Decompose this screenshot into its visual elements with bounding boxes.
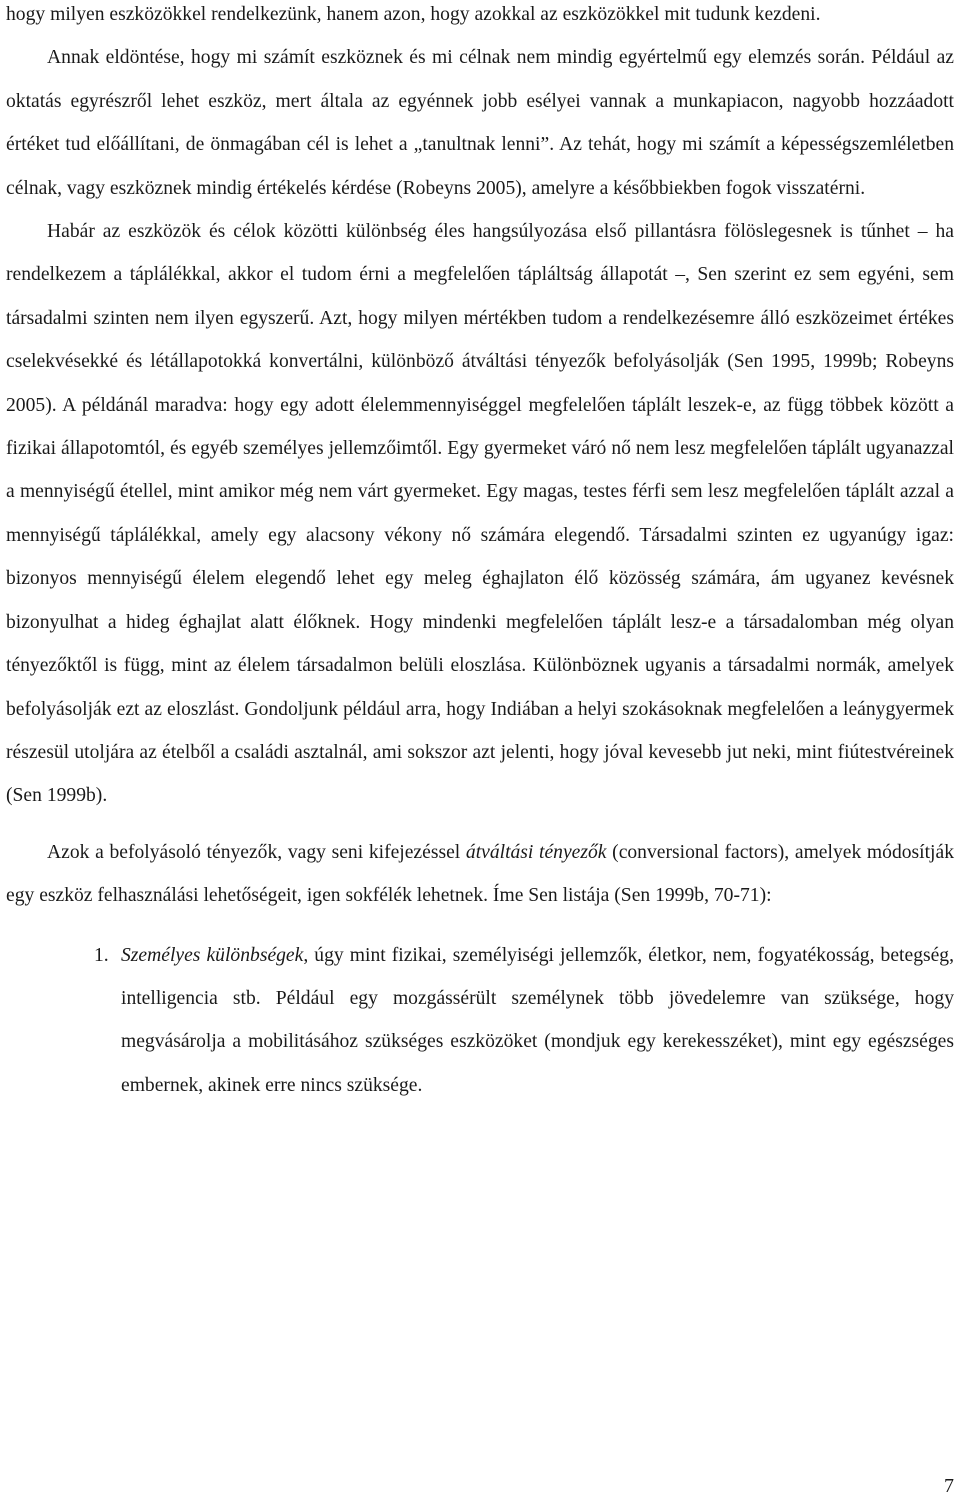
list-item-term-italic: Személyes különbségek — [121, 944, 304, 966]
list-item-number: 1. — [94, 944, 109, 966]
paragraph-4-text-a: Azok a befolyásoló tényezők, vagy seni kifejezéssel — [47, 841, 466, 863]
document-page — [6, 0, 954, 1107]
list-item — [6, 934, 954, 1108]
paragraph-4-text-b: (conversional factors), amelyek módosítják egy eszköz felhasználási lehetőségeit, igen sokfélék lehetnek. Íme Sen listája (Sen 1999b, 70-71): — [6, 841, 954, 907]
paragraph-4 — [6, 831, 954, 918]
list-item-text: , úgy mint fizikai, személyiségi jellemzők, életkor, nem, fogyatékosság, betegség, intelligencia stb. Például egy mozgássérült személynek több jövedelemre van szüksége, hogy megvásárolja a mobilitásához szükséges eszközöket (mondjuk egy kerekesszéket), mint egy egészséges embernek, akinek erre nincs szüksége. — [121, 944, 955, 1096]
paragraph-2 — [6, 36, 954, 210]
page-number: 7 — [944, 1475, 954, 1497]
paragraph-2-text: Annak eldöntése, hogy mi számít eszköznek és mi célnak nem mindig egyértelmű egy elemzés során. Például az oktatás egyrészről lehet eszköz, mert általa az egyénnek jobb esélyei vannak a munkapiacon, nagyobb hozzáadott értéket tud előállítani, de önmagában cél is lehet a „tanultnak lenni”. Az tehát, hogy mi számít a képességszemléletben célnak, vagy eszköznek mindig értékelés kérdése (Robeyns 2005), amelyre a későbbiekben fogok visszatérni. — [6, 47, 954, 199]
paragraph-3-text: Habár az eszközök és célok közötti különbség éles hangsúlyozása első pillantásra fölöslegesnek is tűnhet – ha rendelkezem a táplálékkal, akkor el tudom érni a megfelelően tápláltság állapotát –, Sen szerint ez sem egyéni, sem társadalmi szinten nem ilyen egyszerű. Azt, hogy milyen mértékben tudom a rendelkezésemre álló eszközeimet értékes cselekvésekké és létállapotokká konvertálni, különböző átváltási tényezők befolyásolják (Sen 1995, 1999b; Robeyns 2005). A példánál maradva: hogy egy adott élelemmennyiséggel megfelelően táplált leszek-e, az függ többek között a fizikai állapotomtól, és egyéb személyes jellemzőimtől. Egy gyermeket váró nő nem lesz megfelelően táplált ugyanazzal a mennyiségű étellel, mint amikor még nem várt gyermeket. Egy magas, testes férfi sem lesz megfelelően táplált azzal a mennyiségű táplálékkal, amely egy alacsony vékony nő számára elegendő. Társadalmi szinten ez ugyanúgy igaz: bizonyos mennyiségű élelem elegendő lehet egy meleg éghajlaton élő közösség számára, ám ugyanez kevésnek bizonyulhat a hideg éghajlat alatt élőknek. Hogy mindenki megfelelően táplált lesz-e a társadalomban még olyan tényezőktől is függ, mint az élelem társadalmon belüli eloszlása. Különböznek ugyanis a társadalmi normák, amelyek befolyásolják ezt az eloszlást. Gondoljunk például arra, hogy Indiában a helyi szokásoknak megfelelően a leánygyermek részesül utoljára az ételből a családi asztalnál, ami sokszor azt jelenti, hogy jóval kevesebb jut neki, mint fiútestvéreinek (Sen 1999b). — [6, 221, 954, 807]
paragraph-4-term-italic: átváltási tényezők — [465, 841, 607, 863]
factor-list — [6, 934, 954, 1108]
paragraph-1 — [6, 0, 954, 36]
paragraph-3 — [6, 210, 954, 818]
paragraph-1-text: hogy milyen eszközökkel rendelkezünk, hanem azon, hogy azokkal az eszközökkel mit tudunk kezdeni. — [6, 4, 821, 25]
